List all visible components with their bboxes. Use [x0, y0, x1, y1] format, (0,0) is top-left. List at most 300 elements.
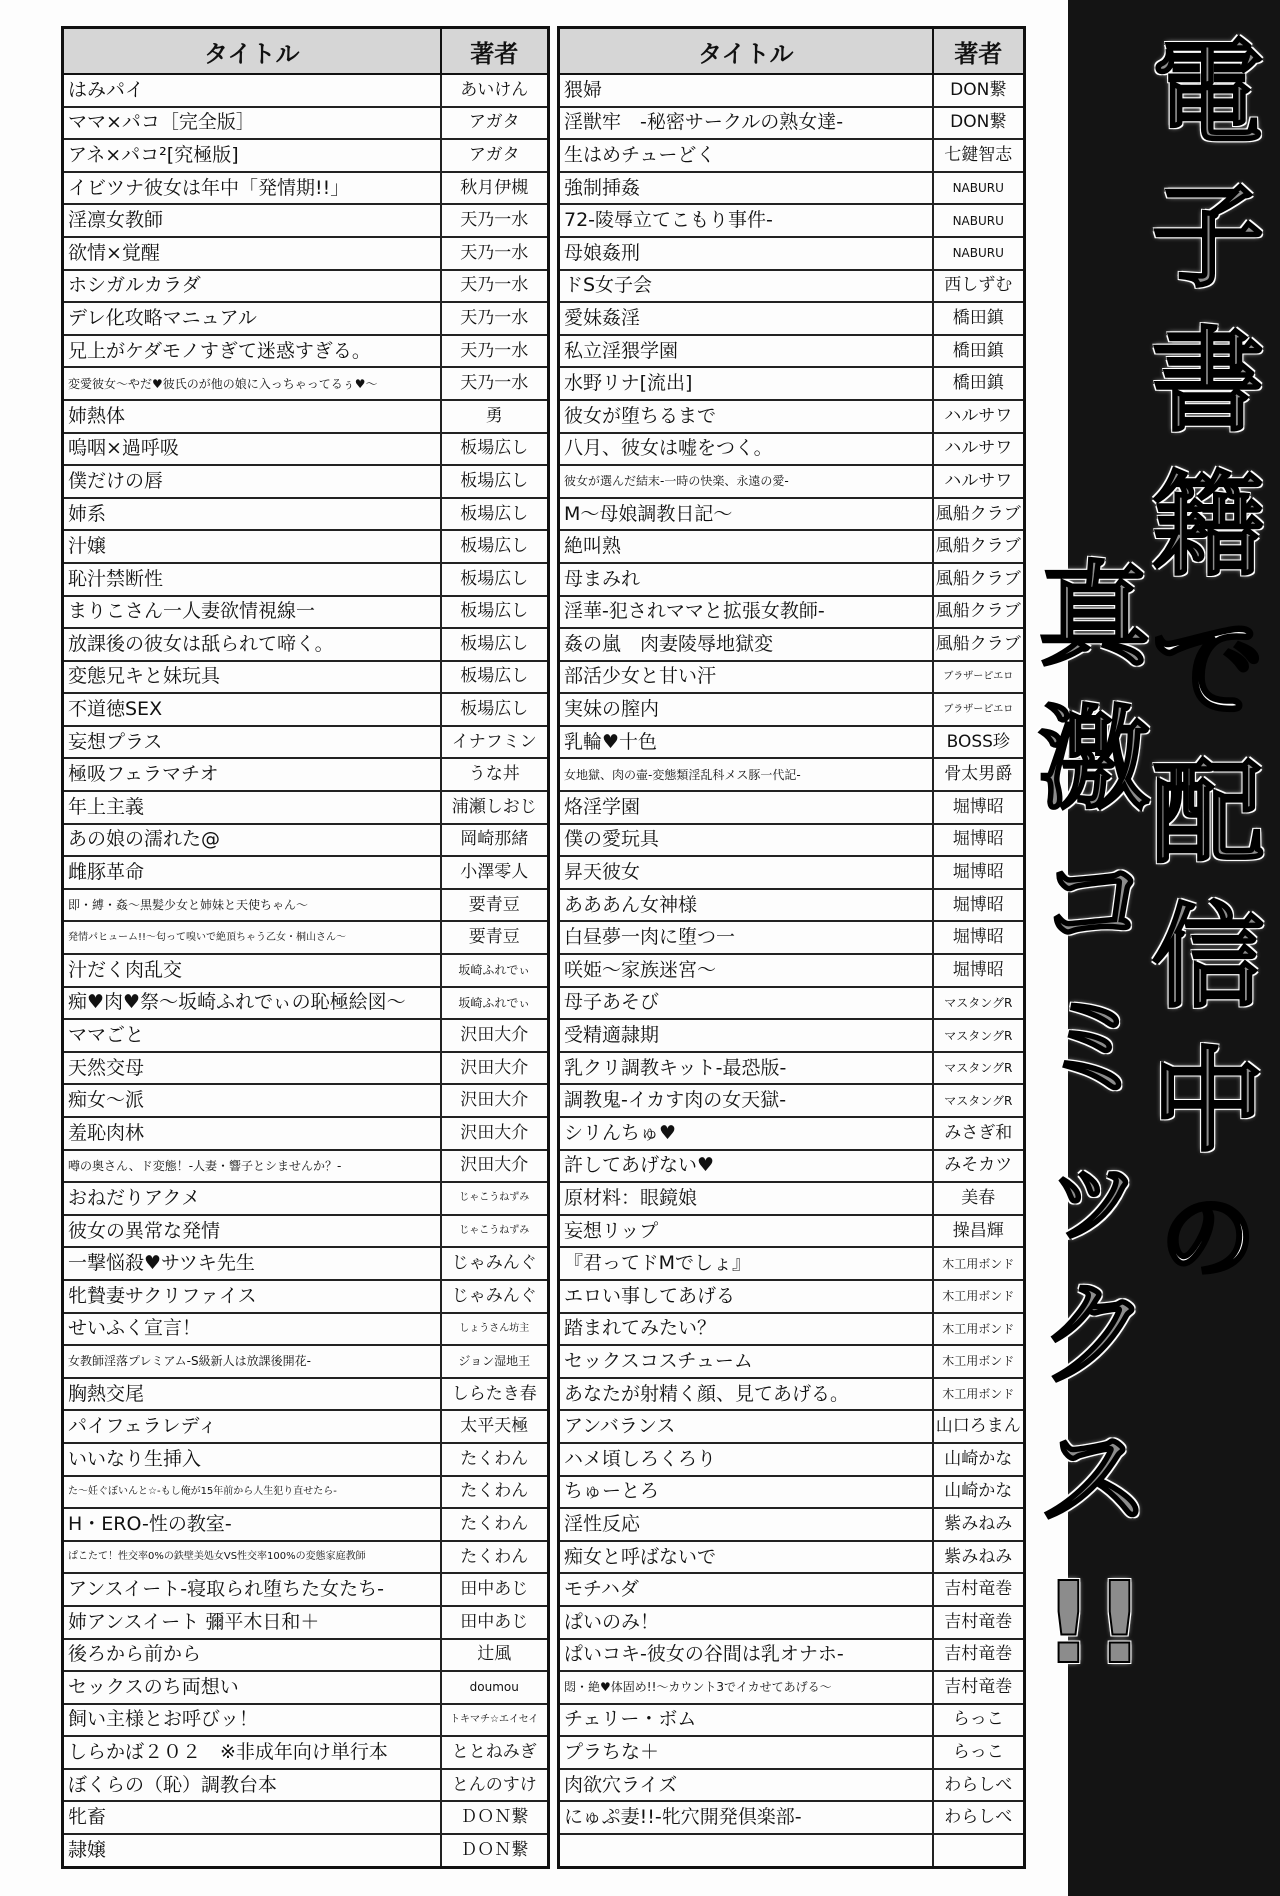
title-cell: 不道徳SEX — [63, 693, 441, 726]
author-cell: 岡崎那緒 — [441, 824, 549, 857]
author-cell: 風船クラブ — [933, 628, 1025, 661]
author-cell: マスタングR — [933, 987, 1025, 1020]
table-row — [63, 107, 549, 140]
title-cell: 彼女が堕ちるまで — [559, 400, 933, 433]
author-cell: 浦瀬しおじ — [441, 791, 549, 824]
title-cell: ママごと — [63, 1019, 441, 1052]
table-row — [63, 1150, 549, 1183]
title-cell: 受精適隷期 — [559, 1019, 933, 1052]
author-cell: 小澤零人 — [441, 856, 549, 889]
title-cell: 乳クリ調教キット-最恐版- — [559, 1052, 933, 1085]
table-row — [559, 1639, 1025, 1672]
author-cell: 木工用ボンド — [933, 1345, 1025, 1378]
title-cell: 噂の奥さん、ド変態！-人妻・響子とシませんか？- — [63, 1150, 441, 1183]
right-title-table — [557, 26, 1026, 1869]
table-row — [63, 1019, 549, 1052]
title-cell: 淫獣牢 -秘密サークルの熟女達- — [559, 107, 933, 140]
table-row — [559, 1801, 1025, 1834]
title-cell: 後ろから前から — [63, 1639, 441, 1672]
table-row — [63, 465, 549, 498]
author-cell: 板場広し — [441, 596, 549, 629]
table-row — [63, 1573, 549, 1606]
title-cell: 放課後の彼女は舐られて啼く。 — [63, 628, 441, 661]
title-cell: 私立淫猥学園 — [559, 335, 933, 368]
title-cell: H・ERO-性の教室- — [63, 1508, 441, 1541]
title-cell: 愛妹姦淫 — [559, 302, 933, 335]
table-row — [63, 1117, 549, 1150]
author-cell: らっこ — [933, 1704, 1025, 1737]
author-cell: 板場広し — [441, 530, 549, 563]
title-cell: 汁嬢 — [63, 530, 441, 563]
title-cell: 乳輪♥十色 — [559, 726, 933, 759]
author-cell: 堀博昭 — [933, 856, 1025, 889]
table-row — [63, 1410, 549, 1443]
table-row — [63, 856, 549, 889]
title-cell: 実妹の膣内 — [559, 693, 933, 726]
author-cell: うな丼 — [441, 758, 549, 791]
author-cell: DON繋 — [933, 107, 1025, 140]
table-row — [559, 758, 1025, 791]
title-cell: モチハダ — [559, 1573, 933, 1606]
table-row — [559, 856, 1025, 889]
table-row — [63, 237, 549, 270]
title-cell: アネ×パコ²[究極版] — [63, 139, 441, 172]
title-cell: 女地獄、肉の壷-変態類淫乱科メス豚一代記- — [559, 758, 933, 791]
title-cell: 胸熱交尾 — [63, 1378, 441, 1411]
title-cell: 牝畜 — [63, 1801, 441, 1834]
author-cell: 木工用ボンド — [933, 1280, 1025, 1313]
header-title: タイトル — [559, 28, 933, 75]
author-cell: 紫みねみ — [933, 1508, 1025, 1541]
title-cell: 痴女と呼ばないで — [559, 1541, 933, 1574]
title-cell: 妄想プラス — [63, 726, 441, 759]
author-cell: 堀博昭 — [933, 921, 1025, 954]
title-cell: ママ×パコ［完全版］ — [63, 107, 441, 140]
table-row — [63, 204, 549, 237]
author-cell: BOSS珍 — [933, 726, 1025, 759]
title-cell: 兄上がケダモノすぎて迷惑すぎる。 — [63, 335, 441, 368]
title-cell: 変愛彼女～やだ♥彼氏のが他の娘に入っちゃってるぅ♥～ — [63, 367, 441, 400]
table-row — [559, 1476, 1025, 1509]
author-cell: 要青豆 — [441, 889, 549, 922]
author-cell: 骨太男爵 — [933, 758, 1025, 791]
table-row — [559, 465, 1025, 498]
table-row — [63, 987, 549, 1020]
table-row — [559, 1247, 1025, 1280]
table-row — [63, 596, 549, 629]
table-row — [559, 74, 1025, 107]
table-row — [63, 400, 549, 433]
author-cell: みさぎ和 — [933, 1117, 1025, 1150]
table-row — [559, 498, 1025, 531]
table-row — [63, 758, 549, 791]
table-row — [559, 172, 1025, 205]
table-row — [559, 335, 1025, 368]
title-cell: ドS女子会 — [559, 270, 933, 303]
title-cell: セックスのち両想い — [63, 1671, 441, 1704]
title-cell: 烙淫学園 — [559, 791, 933, 824]
title-cell: セックスコスチューム — [559, 1345, 933, 1378]
table-row — [63, 270, 549, 303]
table-row — [559, 563, 1025, 596]
title-cell: 姉系 — [63, 498, 441, 531]
banner-character: 子 — [1152, 173, 1264, 303]
banner-character: 書 — [1152, 317, 1264, 447]
title-cell: 白昼夢一肉に堕つ一 — [559, 921, 933, 954]
author-cell: じゃみんぐ — [441, 1247, 549, 1280]
title-cell: ぼくらの（恥）調教台本 — [63, 1769, 441, 1802]
table-row — [63, 1639, 549, 1672]
author-cell: 沢田大介 — [441, 1150, 549, 1183]
author-cell: 坂崎ふれでぃ — [441, 987, 549, 1020]
title-cell: ホシガルカラダ — [63, 270, 441, 303]
author-cell: 板場広し — [441, 433, 549, 466]
author-cell: 坂崎ふれでぃ — [441, 954, 549, 987]
author-cell: じゃみんぐ — [441, 1280, 549, 1313]
title-cell: 妄想リップ — [559, 1215, 933, 1248]
title-cell: ぱいコキ-彼女の谷間は乳オナホ- — [559, 1639, 933, 1672]
table-header-row — [63, 28, 549, 75]
title-cell — [559, 1834, 933, 1867]
table-row — [63, 1378, 549, 1411]
author-cell: みそカツ — [933, 1150, 1025, 1183]
title-cell: 部活少女と甘い汗 — [559, 661, 933, 694]
table-row — [559, 1573, 1025, 1606]
table-row — [63, 1671, 549, 1704]
table-row — [559, 726, 1025, 759]
author-cell: 吉村竜巻 — [933, 1606, 1025, 1639]
author-cell: 堀博昭 — [933, 791, 1025, 824]
title-cell: 母まみれ — [559, 563, 933, 596]
author-cell: 操昌輝 — [933, 1215, 1025, 1248]
author-cell: DON繋 — [933, 74, 1025, 107]
title-cell: 『君ってドMでしょ』 — [559, 1247, 933, 1280]
table-row — [559, 1215, 1025, 1248]
author-cell: 風船クラブ — [933, 563, 1025, 596]
author-cell: 吉村竜巻 — [933, 1639, 1025, 1672]
author-cell: イナフミン — [441, 726, 549, 759]
author-cell: じゃこうねずみ — [441, 1215, 549, 1248]
author-cell: ＤＯＮ繋 — [441, 1834, 549, 1867]
table-row — [63, 1215, 549, 1248]
author-cell: ととねみぎ — [441, 1736, 549, 1769]
table-row — [559, 204, 1025, 237]
table-row — [63, 628, 549, 661]
title-cell: しらかば２０２ ※非成年向け単行本 — [63, 1736, 441, 1769]
author-cell: 木工用ボンド — [933, 1247, 1025, 1280]
author-cell: しょうさん坊主 — [441, 1313, 549, 1346]
author-cell: 吉村竜巻 — [933, 1671, 1025, 1704]
author-cell: あいけん — [441, 74, 549, 107]
author-cell: 風船クラブ — [933, 498, 1025, 531]
table-header-row — [559, 28, 1025, 75]
table-row — [559, 1736, 1025, 1769]
title-cell: 発情パヒューム!!～匂って嗅いで絶頂ちゃう乙女・桐山さん～ — [63, 921, 441, 954]
author-cell: 天乃一水 — [441, 367, 549, 400]
table-row — [63, 921, 549, 954]
author-cell: 板場広し — [441, 661, 549, 694]
table-row — [559, 628, 1025, 661]
author-cell: 風船クラブ — [933, 530, 1025, 563]
banner-character: 中 — [1152, 1037, 1264, 1167]
table-row — [559, 400, 1025, 433]
author-cell: 堀博昭 — [933, 889, 1025, 922]
table-row — [63, 563, 549, 596]
table-row — [559, 693, 1025, 726]
author-cell: ブラザーピエロ — [933, 693, 1025, 726]
table-row — [63, 1084, 549, 1117]
table-row — [559, 921, 1025, 954]
table-row — [559, 433, 1025, 466]
table-row — [559, 661, 1025, 694]
author-cell: らっこ — [933, 1736, 1025, 1769]
table-row — [63, 889, 549, 922]
author-cell: 橋田鎮 — [933, 367, 1025, 400]
banner-character: 真 — [1038, 551, 1150, 681]
title-cell: おねだりアクメ — [63, 1182, 441, 1215]
table-row — [63, 1443, 549, 1476]
title-cell: 生はめチューどく — [559, 139, 933, 172]
table-row — [559, 596, 1025, 629]
title-cell: 変態兄キと妹玩具 — [63, 661, 441, 694]
title-cell: 天然交母 — [63, 1052, 441, 1085]
table-row — [63, 693, 549, 726]
header-author: 著者 — [441, 28, 549, 75]
title-cell: イビツナ彼女は年中「発情期!!」 — [63, 172, 441, 205]
author-cell: 沢田大介 — [441, 1019, 549, 1052]
table-row — [63, 1345, 549, 1378]
title-cell: 許してあげない♥ — [559, 1150, 933, 1183]
table-row — [63, 661, 549, 694]
author-cell: マスタングR — [933, 1084, 1025, 1117]
author-cell: 沢田大介 — [441, 1117, 549, 1150]
title-cell: 72-陵辱立てこもり事件- — [559, 204, 933, 237]
author-cell: たくわん — [441, 1508, 549, 1541]
author-cell: とんのすけ — [441, 1769, 549, 1802]
table-row — [559, 1378, 1025, 1411]
table-row — [63, 1280, 549, 1313]
author-cell: 橋田鎮 — [933, 302, 1025, 335]
author-cell: 風船クラブ — [933, 596, 1025, 629]
author-cell: アガタ — [441, 107, 549, 140]
author-cell: 要青豆 — [441, 921, 549, 954]
author-cell: 天乃一水 — [441, 237, 549, 270]
author-cell: マスタングR — [933, 1052, 1025, 1085]
author-cell: わらしべ — [933, 1769, 1025, 1802]
title-cell: 彼女の異常な発情 — [63, 1215, 441, 1248]
table-row — [559, 1671, 1025, 1704]
table-row — [63, 954, 549, 987]
author-cell: 沢田大介 — [441, 1052, 549, 1085]
table-row — [63, 1834, 549, 1867]
header-author: 著者 — [933, 28, 1025, 75]
table-row — [559, 237, 1025, 270]
table-row — [559, 1443, 1025, 1476]
table-row — [63, 1736, 549, 1769]
title-cell: 羞恥肉林 — [63, 1117, 441, 1150]
banner-character: 籍 — [1152, 461, 1264, 591]
title-cell: チェリー・ボム — [559, 1704, 933, 1737]
author-cell: 板場広し — [441, 693, 549, 726]
table-row — [559, 107, 1025, 140]
author-cell: 橋田鎮 — [933, 335, 1025, 368]
table-row — [63, 1313, 549, 1346]
author-cell: たくわん — [441, 1476, 549, 1509]
title-cell: にゅぷ妻!!-牝穴開発倶楽部- — [559, 1801, 933, 1834]
author-cell: 板場広し — [441, 498, 549, 531]
title-cell: 強制挿姦 — [559, 172, 933, 205]
title-cell: 母娘姦刑 — [559, 237, 933, 270]
title-cell: 痴♥肉♥祭～坂崎ふれでぃの恥極絵図～ — [63, 987, 441, 1020]
table-row — [63, 335, 549, 368]
table-row — [559, 1052, 1025, 1085]
title-cell: 嗚咽×過呼吸 — [63, 433, 441, 466]
author-cell: 美春 — [933, 1182, 1025, 1215]
table-row — [63, 530, 549, 563]
banner-character: で — [1152, 605, 1264, 735]
title-cell: アンバランス — [559, 1410, 933, 1443]
table-row — [559, 1606, 1025, 1639]
author-cell: NABURU — [933, 204, 1025, 237]
author-cell: トキマチ☆エイセイ — [441, 1704, 549, 1737]
table-row — [63, 74, 549, 107]
title-cell: 淫性反応 — [559, 1508, 933, 1541]
header-title: タイトル — [63, 28, 441, 75]
title-cell: 水野リナ[流出] — [559, 367, 933, 400]
title-cell: 姦の嵐 肉妻陵辱地獄変 — [559, 628, 933, 661]
author-cell: ハルサワ — [933, 465, 1025, 498]
table-row — [559, 1182, 1025, 1215]
title-cell: 僕だけの唇 — [63, 465, 441, 498]
title-cell: 極吸フェラマチオ — [63, 758, 441, 791]
table-row — [63, 1182, 549, 1215]
title-cell: た～妊ぐぼいんと☆-もし俺が15年前から人生犯り直せたら- — [63, 1476, 441, 1509]
author-cell: アガタ — [441, 139, 549, 172]
author-cell: しらたき春 — [441, 1378, 549, 1411]
table-row — [559, 824, 1025, 857]
banner-character: ッ — [1038, 1127, 1150, 1257]
banner-text-right-column — [1148, 29, 1268, 1318]
author-cell: 勇 — [441, 400, 549, 433]
title-cell: まりこさん一人妻欲情視線一 — [63, 596, 441, 629]
table-row — [63, 726, 549, 759]
author-cell: 七鍵智志 — [933, 139, 1025, 172]
author-cell: ハルサワ — [933, 433, 1025, 466]
title-cell: 一撃悩殺♥サツキ先生 — [63, 1247, 441, 1280]
title-cell: ハメ頃しろくろり — [559, 1443, 933, 1476]
table-row — [559, 1769, 1025, 1802]
title-cell: ぱこたて！性交率0%の鉄壁美処女VS性交率100%の変態家庭教師 — [63, 1541, 441, 1574]
table-row — [63, 1508, 549, 1541]
author-cell: 木工用ボンド — [933, 1378, 1025, 1411]
author-cell: ＤＯＮ繋 — [441, 1801, 549, 1834]
title-cell: 原材料：眼鏡娘 — [559, 1182, 933, 1215]
table-row — [559, 1313, 1025, 1346]
title-cell: 即・縛・姦～黒髪少女と姉妹と天使ちゃん～ — [63, 889, 441, 922]
title-cell: エロい事してあげる — [559, 1280, 933, 1313]
table-row — [559, 1117, 1025, 1150]
banner-character: ス — [1038, 1415, 1150, 1545]
title-cell: 年上主義 — [63, 791, 441, 824]
author-cell: 沢田大介 — [441, 1084, 549, 1117]
author-cell: 天乃一水 — [441, 204, 549, 237]
title-cell: 牝贄妻サクリファイス — [63, 1280, 441, 1313]
title-cell: 悶・絶♥体固め!!～カウント3でイカせてあげる～ — [559, 1671, 933, 1704]
table-row — [559, 367, 1025, 400]
left-table-body — [63, 74, 549, 1867]
title-cell: 昇天彼女 — [559, 856, 933, 889]
banner-character: 激 — [1038, 695, 1150, 825]
table-row — [559, 302, 1025, 335]
title-cell: プラちな＋ — [559, 1736, 933, 1769]
author-cell: 天乃一水 — [441, 335, 549, 368]
left-title-table — [61, 26, 550, 1869]
title-cell: 雌豚革命 — [63, 856, 441, 889]
author-cell: わらしべ — [933, 1801, 1025, 1834]
table-row — [559, 139, 1025, 172]
title-cell: 踏まれてみたい？ — [559, 1313, 933, 1346]
table-row — [559, 954, 1025, 987]
table-row — [559, 1150, 1025, 1183]
title-cell: あなたが射精く顔、見てあげる。 — [559, 1378, 933, 1411]
title-cell: 汁だく肉乱交 — [63, 954, 441, 987]
table-row — [559, 1345, 1025, 1378]
title-cell: 彼女が選んだ結末-一時の快楽、永遠の愛- — [559, 465, 933, 498]
author-cell — [933, 1834, 1025, 1867]
title-cell: いいなり生挿入 — [63, 1443, 441, 1476]
author-cell: 天乃一水 — [441, 302, 549, 335]
author-cell: 板場広し — [441, 465, 549, 498]
table-row — [559, 1019, 1025, 1052]
title-cell: ちゅーとろ — [559, 1476, 933, 1509]
author-cell: 太平天極 — [441, 1410, 549, 1443]
title-cell: 八月、彼女は嘘をつく。 — [559, 433, 933, 466]
table-row — [559, 1704, 1025, 1737]
author-cell: ジョン湿地王 — [441, 1345, 549, 1378]
title-cell: 女教師淫落プレミアム-S級新人は放課後開花- — [63, 1345, 441, 1378]
author-cell: 堀博昭 — [933, 954, 1025, 987]
author-cell: 辻風 — [441, 1639, 549, 1672]
title-cell: 猥婦 — [559, 74, 933, 107]
author-cell: NABURU — [933, 172, 1025, 205]
table-row — [63, 172, 549, 205]
table-row — [63, 1052, 549, 1085]
title-cell: 咲姫～家族迷宮～ — [559, 954, 933, 987]
author-cell: 西しずむ — [933, 270, 1025, 303]
author-cell: じゃこうねずみ — [441, 1182, 549, 1215]
table-row — [63, 302, 549, 335]
table-row — [63, 1801, 549, 1834]
author-cell: 山崎かな — [933, 1476, 1025, 1509]
title-cell: パイフェラレディ — [63, 1410, 441, 1443]
banner-character: の — [1160, 1182, 1256, 1294]
banner-character: 電 — [1152, 29, 1264, 159]
author-cell: NABURU — [933, 237, 1025, 270]
title-cell: デレ化攻略マニュアル — [63, 302, 441, 335]
title-cell: 絶叫熟 — [559, 530, 933, 563]
title-cell: 淫華-犯されママと拡張女教師- — [559, 596, 933, 629]
author-cell: 田中あじ — [441, 1606, 549, 1639]
table-row — [63, 1541, 549, 1574]
table-row — [559, 889, 1025, 922]
banner-text-left-column — [1034, 551, 1154, 1712]
author-cell: 田中あじ — [441, 1573, 549, 1606]
title-cell: 僕の愛玩具 — [559, 824, 933, 857]
title-cell: M～母娘調教日記～ — [559, 498, 933, 531]
title-cell: ぱいのみ！ — [559, 1606, 933, 1639]
table-row — [63, 367, 549, 400]
table-row — [63, 791, 549, 824]
